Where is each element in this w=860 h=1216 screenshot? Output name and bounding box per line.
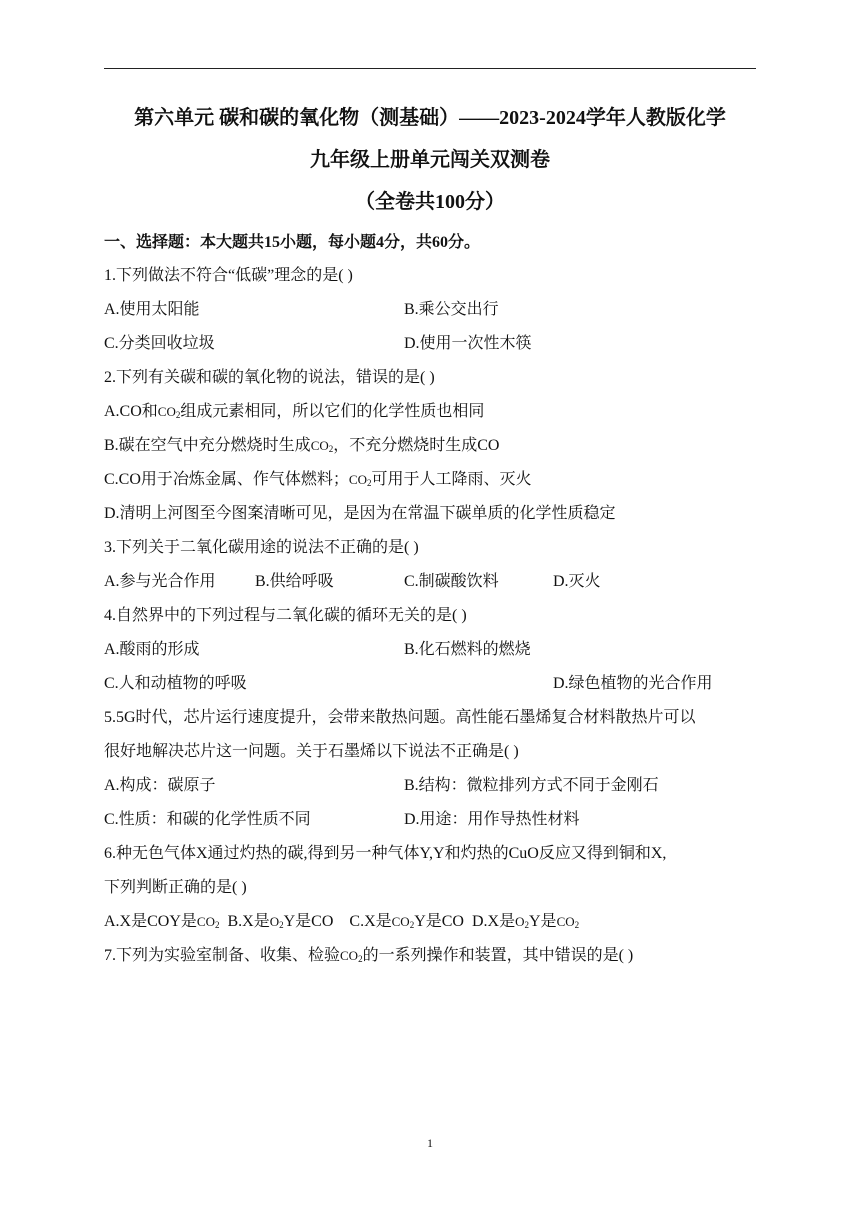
question-3-option-a: A.参与光合作用 (104, 573, 216, 590)
document-title-line1: 第六单元 碳和碳的氧化物（测基础）——2023-2024学年人教版化学 (134, 107, 726, 129)
question-2-option-c: C.CO用于冶炼金属、作气体燃料；$CO_2$可用于人工降雨、灭火 (104, 471, 532, 488)
question-6-option-c: C.X是$CO_2Y$是CO (349, 913, 464, 930)
question-1-option-d: D.使用一次性木筷 (404, 335, 532, 352)
question-1-option-c: C.分类回收垃圾 (104, 335, 215, 352)
formula-co2: $CO_2$ (348, 472, 372, 488)
question-5-option-b: B.结构：微粒排列方式不同于金刚石 (404, 777, 659, 794)
question-2-option-a: A.CO和$CO_2$组成元素相同，所以它们的化学性质也相同 (104, 403, 485, 420)
section-heading: 一、选择题：本大题共15小题，每小题4分，共60分。 (104, 234, 481, 251)
document-total-score: （全卷共100分） (355, 191, 505, 213)
question-6-options (104, 911, 579, 936)
question-6-option-d: D.X是$O_2Y$是$CO_2$ (471, 913, 580, 930)
formula-co2: $CO_2$ (196, 914, 220, 930)
formula-co2: $CO_2$ (157, 404, 181, 420)
formula-co2: $CO_2$ (391, 914, 415, 930)
formula-co2: $CO_2$ (340, 948, 363, 964)
question-6-option-b: B.X是$O_2Y$是CO (227, 913, 334, 930)
question-1-option-a: A.使用太阳能 (104, 301, 200, 318)
question-5-stem-line1: 5.5G时代，芯片运行速度提升，会带来散热问题。高性能石墨烯复合材料散热片可以 (104, 709, 696, 726)
question-2-option-b: B.碳在空气中充分燃烧时生成$CO_2$，不充分燃烧时生成CO (104, 437, 500, 454)
question-5-option-d: D.用途：用作导热性材料 (404, 811, 580, 828)
question-7-stem: 7.下列为实验室制备、收集、检验$CO_2$的一系列操作和装置，其中错误的是( ) (104, 947, 634, 964)
question-6-option-a: A.X是COY是$CO_2$ (104, 913, 220, 930)
question-4-stem: 4.自然界中的下列过程与二氧化碳的循环无关的是( ) (104, 607, 467, 624)
question-2-stem: 2.下列有关碳和碳的氧化物的说法，错误的是( ) (104, 369, 435, 386)
formula-co2: $CO_2$ (556, 914, 580, 930)
question-3-option-c: C.制碳酸饮料 (404, 573, 499, 590)
header-rule (104, 68, 756, 69)
question-6-stem-line2: 下列判断正确的是( ) (104, 879, 247, 896)
question-1-option-b: B.乘公交出行 (404, 301, 499, 318)
question-5-option-a: A.构成：碳原子 (104, 777, 216, 794)
page-number: 1 (427, 1136, 433, 1150)
question-4-option-b: B.化石燃料的燃烧 (404, 641, 531, 658)
question-2-option-d: D.清明上河图至今图案清晰可见，是因为在常温下碳单质的化学性质稳定 (104, 505, 616, 522)
document-title-line2: 九年级上册单元闯关双测卷 (310, 149, 550, 171)
formula-co2: $CO_2$ (310, 438, 334, 454)
question-3-stem: 3.下列关于二氧化碳用途的说法不正确的是( ) (104, 539, 419, 556)
question-4-option-c: C.人和动植物的呼吸 (104, 675, 247, 692)
question-4-option-a: A.酸雨的形成 (104, 641, 200, 658)
question-5-option-c: C.性质：和碳的化学性质不同 (104, 811, 311, 828)
question-6-stem-line1: 6.种无色气体X通过灼热的碳,得到另一种气体Y,Y和灼热的CuO反应又得到铜和X, (104, 845, 667, 862)
question-4-option-d: D.绿色植物的光合作用 (553, 675, 713, 692)
question-3-option-b: B.供给呼吸 (255, 573, 334, 590)
formula-o2: $O_2$ (269, 914, 284, 930)
formula-o2: $O_2$ (515, 914, 529, 930)
question-5-stem-line2: 很好地解决芯片这一问题。关于石墨烯以下说法不正确是( ) (104, 743, 519, 760)
question-1-stem: 1.下列做法不符合“低碳”理念的是( ) (104, 267, 353, 284)
question-3-option-d: D.灭火 (553, 573, 601, 590)
